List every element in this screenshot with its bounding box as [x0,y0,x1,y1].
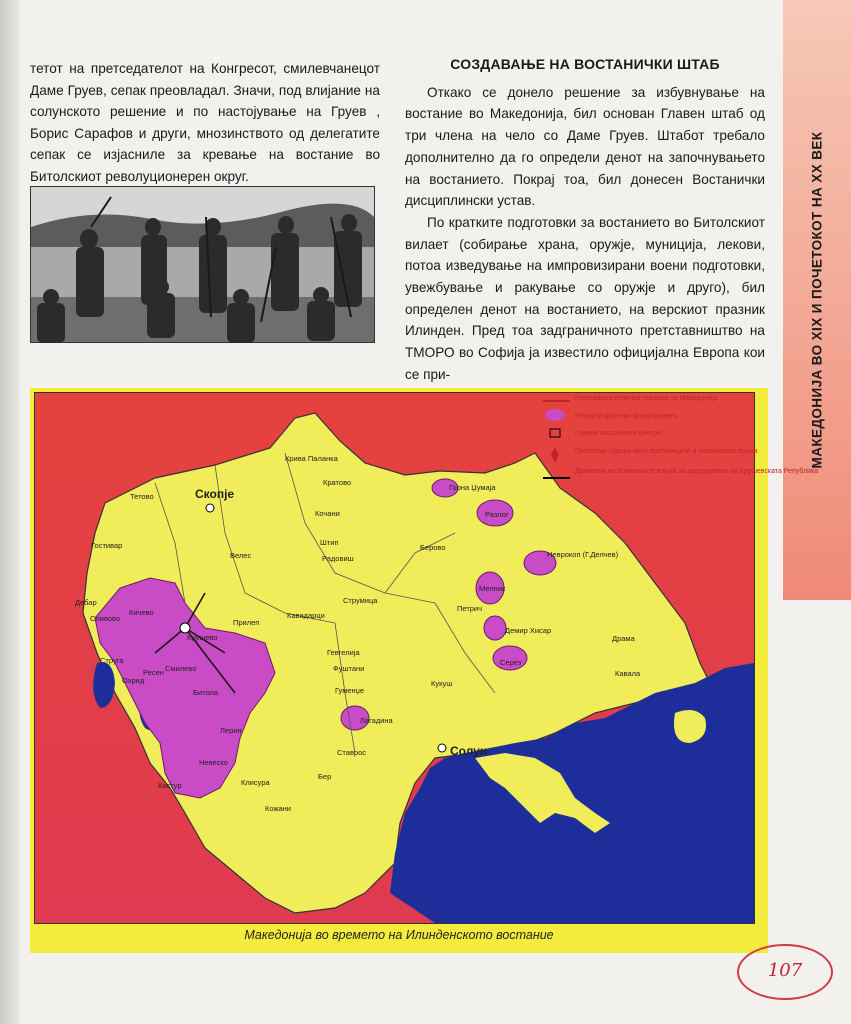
place-kichevo: Кичево [129,608,154,617]
map-caption: Македонија во времето на Илинденското востание [244,928,554,942]
legend-border: Географско етничка граница на Македонија [575,395,718,402]
map-of-macedonia [35,393,819,923]
chapter-title: МАКЕДОНИЈА ВО XIX И ПОЧЕТОКОТ НА XX ВЕК [809,131,825,469]
place-debar: Дебар [75,598,97,607]
place-prilep: Прилеп [233,618,260,627]
map-figure [30,388,819,953]
place-kozhani: Кожани [265,804,291,813]
place-gumendze: Гуменџе [335,686,365,695]
place-fushtani: Фуштани [333,664,365,673]
place-tetovo: Тетово [130,492,154,501]
place-shtip: Штип [320,538,339,547]
place-melnik: Мелник [479,584,506,593]
place-skopje: Скопје [195,487,235,501]
legend-centers: Главни востанички центри [575,430,661,437]
place-kavala: Кавала [615,669,641,678]
place-solun: Солун [450,744,488,758]
legend-clashes: Поголеми судири меѓу востаниците и османската војска [575,448,758,455]
place-nevrokop: Неврокоп (Г.Делчев) [547,550,619,559]
place-lagadin: Лагадина [360,716,393,725]
left-paragraph: тетот на претседателот на Конгресот, смилевчанецот Даме Груев, сепак преовладал. Значи, под влијание на солунското решение и по настојување на Груев , Борис Сарафов и други, мнозинството од делегатите сепак се изјасниле за кревање на востание во Битолскиот револуционерен округ. [30,61,380,184]
page-gutter [0,0,20,1024]
place-resen: Ресен [143,668,164,677]
place-smilevo: Смилево [165,664,197,673]
place-nevesko: Невеско [199,758,228,767]
place-klisura: Клисура [241,778,270,787]
place-radovish: Радовиш [322,554,354,563]
place-drama: Драма [612,634,635,643]
place-kukush: Кукуш [431,679,453,688]
place-gorna: Горна Џумаја [449,483,496,492]
place-ohrid: Охрид [122,676,145,685]
left-text-column [30,58,380,187]
legend-uprising: Реони опфатени од востанието [575,413,678,420]
place-kochani: Кочани [315,509,340,518]
place-sliv: Сливово [90,614,121,623]
map-frame [34,392,819,924]
place-gevgelija: Гевгелија [327,648,360,657]
place-kriva: Крива Паланка [285,454,338,463]
place-petrich: Петрич [457,604,483,613]
place-bitola: Битола [193,688,219,697]
place-ber: Бер [318,772,332,781]
place-kavadarci: Кавадарци [287,611,325,620]
right-text-column [405,54,765,386]
page-number: 107 [737,944,833,1000]
solun-marker [438,744,446,752]
section-heading: СОЗДАВАЊЕ НА ВОСТАНИЧКИ ШТАБ [450,56,720,72]
place-veles: Велес [230,551,252,560]
chapter-side-tab [783,0,851,600]
place-stavros: Ставрос [337,748,367,757]
paragraph-2: По кратките подготовки за востанието во Битолскиот вилает (собирање храна, оружје, муниција, лекови, потоа изведување на импровизирани воени подготовки, увежбување и ракување со оружје и друго), бил определен денот на востанието, на верскиот празник Илинден. Пред тоа задграничното претставништво на ТМОРО во Софија ја известило официјална Европа кои се при- [405,214,765,382]
place-kratovo: Кратово [323,478,352,487]
place-gostivar: Гостивар [91,541,123,550]
place-kostur: Костур [158,781,182,790]
place-razlog: Разлог [485,510,509,519]
place-berovo: Берово [420,543,446,552]
place-krushevo: Крушево [187,633,218,642]
skopje-marker [206,504,214,512]
krushevo-center-marker [180,623,190,633]
historical-photo [30,186,375,343]
place-lerin: Лерин [220,726,242,735]
place-struga: Струга [100,656,124,665]
paragraph-1: Откако се донело решение за избувнување на востание во Македонија, бил основан Главен штаб од три члена на чело со Даме Груев. Штабот требало дополнително да го определи денот на започнувањето на востанието. Покрај тоа, бил донесен Востанички дисциплински устав. [405,84,765,209]
place-demir: Демир Хисар [505,626,552,635]
insurgents-photo-illustration [31,187,374,342]
place-strumica: Струмица [343,596,378,605]
legend-movements: Движење на османската војска за задушување на Крушевската Република [575,468,819,475]
place-seres: Серез [500,658,522,667]
